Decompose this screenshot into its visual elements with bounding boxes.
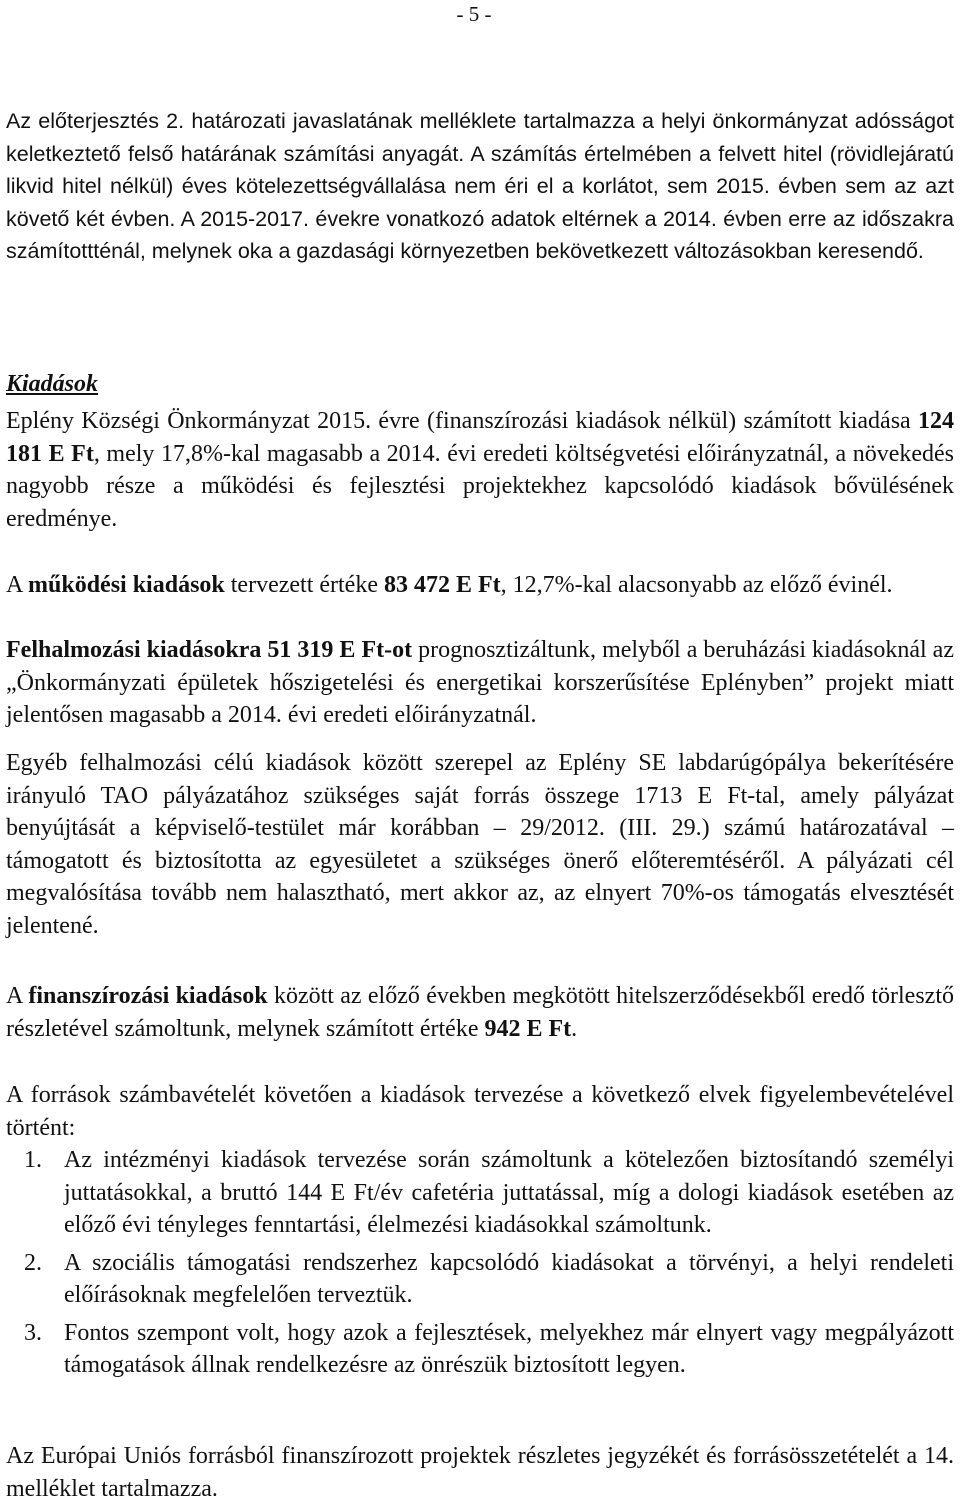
operating-expenses-label: működési kiadások [28,572,225,598]
paragraph-planning-principles: A források számbavételét követően a kiadások tervezése a következő elvek figyelembevételével történt: [6,1082,954,1141]
operating-expenses-value: 83 472 E Ft [384,572,501,598]
page-number: - 5 - [456,2,492,26]
paragraph-other-capital-expenses: Egyéb felhalmozási célú kiadások között szerepel az Eplény SE labdarúgópálya bekerítésére irányuló TAO pályázatához szükséges saját forrás összege 1713 E Ft-tal, amely pályázat benyújtását a képviselő-testület már korábban – 29/2012. (III. 29.) számú határozatával – támogatott és biztosította az egyesületet a szükséges önerő előteremtéséről. A pályázati cél megvalósítása tovább nem halasztható, mert akkor az, az elnyert 70%-os támogatás elvesztését jelentené. [6,750,954,939]
list-item: 2. A szociális támogatási rendszerhez kapcsolódó kiadásokat a törvényi, a helyi rendeleti előírásoknak megfelelően terveztük. [24,1249,954,1308]
list-item: 1. Az intézményi kiadások tervezése során számoltunk a kötelezően biztosítandó személyi juttatásokkal, a bruttó 144 E Ft/év cafetéria juttatással, míg a dologi kiadások esetében az előző évi tényleges fenntartási, élelmezési kiadásokkal számoltunk. [24,1147,954,1238]
paragraph-financing-expenses: A finanszírozási kiadások között az előző években megkötött hitelszerződésekből eredő törlesztő részletével számoltunk, melynek számított értéke 942 E Ft. [6,983,954,1042]
paragraph-capital-expenses: Felhalmozási kiadásokra 51 319 E Ft-ot prognosztizáltunk, melyből a beruházási kiadásoknál az „Önkormányzati épületek hőszigetelési és energetikai korszerűsítése Eplényben” projekt miatt jelentősen magasabb a 2014. évi eredeti előirányzatnál. [6,637,954,728]
paragraph-total-expenses: Eplény Községi Önkormányzat 2015. évre (finanszírozási kiadások nélkül) számított kiadása 124 181 E Ft, mely 17,8%-kal magasabb a 2014. évi eredeti költségvetési előirányzatnál, a növekedés nagyobb része a működési és fejlesztési projektekhez kapcsolódó kiadások bővülésének eredménye. [6,408,954,532]
principles-list [6,1144,954,1387]
section-heading-kiadasok: Kiadások [6,371,99,397]
total-expenses-value: 124 181 E Ft [6,408,954,467]
capital-expenses-label: Felhalmozási kiadásokra 51 319 E Ft-ot [6,637,413,663]
paragraph-operating-expenses: A működési kiadások tervezett értéke 83 472 E Ft, 12,7%-kal alacsonyabb az előző évinél. [6,572,893,598]
paragraph-intro: Az előterjesztés 2. határozati javaslatának melléklete tartalmazza a helyi önkormányzat adósságot keletkeztető felső határának számítási anyagát. A számítás értelmében a felvett hitel (rövidlejáratú likvid hitel nélkül) éves kötelezettségvállalása nem éri el a korlátot, sem 2015. évben sem az azt követő két évben. A 2015-2017. évekre vonatkozó adatok eltérnek a 2014. évben erre az időszakra számítottténál, melynek oka a gazdasági környezetben bekövetkezett változásokban keresendő. [6,109,954,264]
financing-expenses-label: finanszírozási kiadások [28,983,268,1009]
financing-expenses-value: 942 E Ft [484,1015,572,1042]
list-item: 3. Fontos szempont volt, hogy azok a fejlesztések, melyekhez már elnyert vagy megpályázott támogatások állnak rendelkezésre az önrészük biztosított legyen. [24,1319,954,1378]
paragraph-eu-projects: Az Európai Uniós forrásból finanszírozott projektek részletes jegyzékét és forrásösszetételét a 14. melléklet tartalmazza. [6,1443,954,1502]
